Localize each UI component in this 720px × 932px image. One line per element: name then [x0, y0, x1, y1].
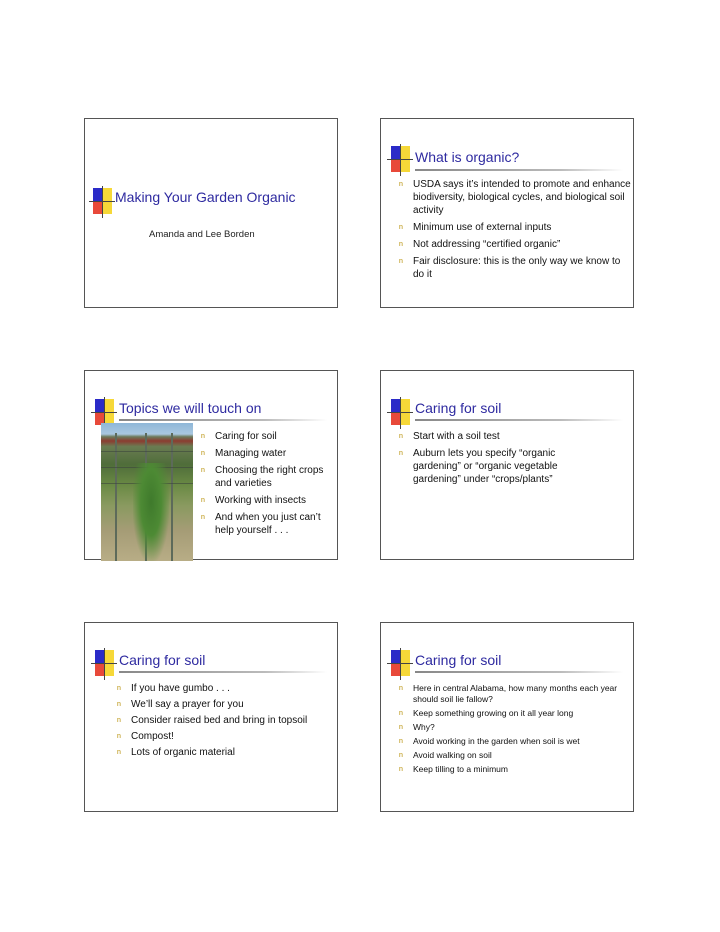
list-item: n Consider raised bed and bring in topsoil — [117, 715, 308, 726]
slide-4 — [380, 370, 634, 560]
title-underline — [119, 419, 327, 421]
list-item: n Here in central Alabama, how many months each year should soil lie fallow? — [399, 683, 618, 704]
logo-icon — [391, 399, 411, 429]
slide-2 — [380, 118, 634, 308]
title-underline — [415, 671, 623, 673]
list-item: n Minimum use of external inputs — [399, 222, 552, 233]
slide-5 — [84, 622, 338, 812]
list-item: n Start with a soil test — [399, 431, 500, 442]
bullet-list — [399, 683, 629, 778]
list-item: n Auburn lets you specify “organic gardening” or “organic vegetable gardening” under “crops/plants” — [399, 448, 558, 485]
list-item: n Why? — [399, 722, 435, 732]
list-item: n Keep something growing on it all year long — [399, 708, 574, 718]
list-item: n Lots of organic material — [117, 747, 235, 758]
title-underline — [415, 419, 623, 421]
slide-3 — [84, 370, 338, 560]
slide-1 — [84, 118, 338, 308]
bullet-list — [399, 430, 604, 490]
list-item: n Avoid walking on soil — [399, 750, 492, 760]
list-item: n Managing water — [201, 448, 287, 459]
list-item: n Caring for soil — [201, 431, 277, 442]
list-item: n And when you just can’t help yourself . . . — [201, 512, 321, 536]
list-item: n Avoid working in the garden when soil is wet — [399, 736, 580, 746]
slide-title: Making Your Garden Organic — [115, 189, 296, 205]
bullet-list — [399, 178, 631, 285]
slide-title: Caring for soil — [119, 652, 206, 668]
list-item: n USDA says it’s intended to promote and enhance biodiversity, biological cycles, and biological soil activity — [399, 179, 631, 216]
list-item: n We’ll say a prayer for you — [117, 699, 244, 710]
slide-title: Topics we will touch on — [119, 400, 262, 416]
list-item: n Keep tilling to a minimum — [399, 764, 508, 774]
logo-icon — [391, 146, 411, 176]
title-underline — [119, 671, 327, 673]
slide-title: Caring for soil — [415, 400, 502, 416]
list-item: n Working with insects — [201, 495, 306, 506]
bullet-list — [117, 683, 335, 763]
list-item: n Compost! — [117, 731, 174, 742]
list-item: n If you have gumbo . . . — [117, 683, 230, 694]
list-item: n Not addressing “certified organic” — [399, 239, 561, 250]
logo-icon — [95, 650, 115, 680]
list-item: n Choosing the right crops and varieties — [201, 465, 324, 489]
list-item: n Fair disclosure: this is the only way we know to do it — [399, 256, 621, 280]
logo-icon — [93, 188, 113, 218]
title-underline — [415, 169, 623, 171]
garden-photo — [101, 423, 193, 561]
slide-6 — [380, 622, 634, 812]
bullet-list — [201, 430, 335, 541]
slide-title: Caring for soil — [415, 652, 502, 668]
slide-subtitle: Amanda and Lee Borden — [149, 229, 255, 240]
logo-icon — [391, 650, 411, 680]
slide-title: What is organic? — [415, 149, 520, 165]
